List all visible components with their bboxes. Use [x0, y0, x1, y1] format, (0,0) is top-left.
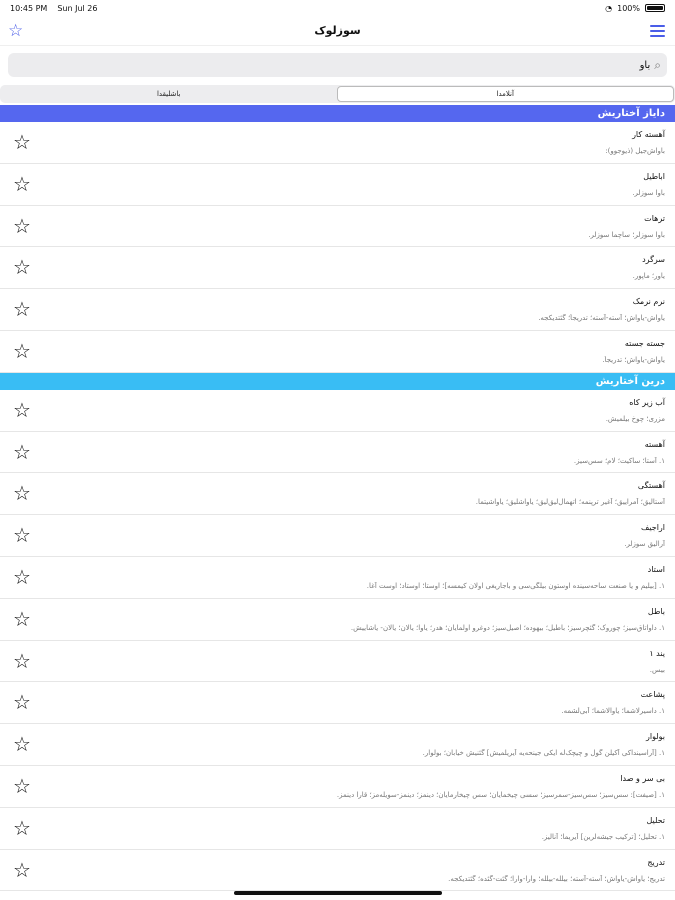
list-item[interactable] [0, 432, 675, 474]
home-indicator[interactable] [234, 891, 442, 895]
list-item[interactable] [0, 808, 675, 850]
entry-word: آب زیر کاه [629, 397, 665, 407]
star-icon[interactable]: ☆ [13, 130, 31, 154]
section-header-deep [0, 105, 675, 122]
entry-definition: ۱. [بیلیم و یا صنعت ساحه‌سینده اوستون بیلگی‌سی و باجاریغی اولان کیمسه]؛ اوستا؛ اوستاد؛ اوست آغا. [366, 581, 665, 590]
list-item[interactable] [0, 473, 675, 515]
list-deep [0, 122, 675, 373]
entry-word: نرم نرمک [632, 297, 665, 307]
menu-icon[interactable] [650, 25, 665, 37]
entry-definition: یاواش-یاواش؛ آسته-آسته؛ تدریجاً؛ گئتدیکجه. [538, 314, 665, 323]
entry-word: ترهات [644, 213, 665, 223]
entry-word: یند ۱ [649, 648, 665, 658]
star-icon[interactable]: ☆ [13, 606, 31, 631]
segment-starts-with-label: باشلیقدا [156, 90, 181, 98]
entry-definition: ۱. داسیرلاشما؛ یاوالاشما؛ آبی‌لشمه. [561, 707, 665, 716]
section-header-shallow [0, 373, 675, 390]
entry-word: اباطیل [643, 171, 665, 181]
entry-definition: ۱. تحلیل؛ [ترکیب جیشه‌لرین] آیریما؛ آنالیز. [541, 832, 665, 841]
search-icon: ⌕ [654, 57, 661, 72]
segment-meaning[interactable] [337, 86, 675, 102]
list-item[interactable] [0, 206, 675, 248]
star-icon[interactable]: ☆ [13, 564, 31, 589]
search-mode-segmented-control [0, 85, 675, 103]
section-title-deep: دایاز آختاریش [597, 108, 665, 119]
entry-word: تحلیل [646, 815, 665, 825]
segment-starts-with[interactable] [1, 86, 337, 102]
star-icon[interactable]: ☆ [13, 481, 31, 506]
entry-definition: ۱. آستا؛ ساکیت؛ لام؛ سس‌سیز. [573, 456, 665, 465]
battery-icon [645, 4, 665, 12]
entry-definition: یاور؛ ماپور. [632, 272, 665, 281]
wifi-icon: ◔ [605, 3, 613, 13]
entry-definition: ۱. [آراسیندا‌کی آکیلن گول و چیچک‌له ایکی جینحه‌یه آیریلمیش] گئنیش خیابان؛ بولوار. [422, 749, 665, 758]
list-item[interactable] [0, 599, 675, 641]
star-icon[interactable]: ☆ [13, 338, 31, 363]
favorites-star-icon[interactable]: ☆ [8, 21, 24, 41]
entry-definition: باواش‌جیل (ذیوجوو): [605, 147, 665, 155]
entry-definition: باوا سوزلر. [632, 188, 665, 197]
list-item[interactable] [0, 682, 675, 724]
star-icon[interactable]: ☆ [13, 732, 31, 757]
star-icon[interactable]: ☆ [13, 690, 31, 715]
entry-word: جسته جسته [624, 338, 665, 348]
entry-definition: ۱. داواتاق‌سیز؛ چوروک؛ گئچرسیز؛ باطیل؛ بیهوده؛ اصیل‌سیز؛ دوغرو اولمایان؛ هدر؛ یاوا؛ یالان؛ یالان- یاشاییش. [350, 623, 665, 632]
list-item[interactable] [0, 164, 675, 206]
list-item[interactable] [0, 289, 675, 331]
section-title-shallow: درین آختاریش [595, 375, 665, 387]
star-icon[interactable]: ☆ [13, 297, 31, 322]
star-icon[interactable]: ☆ [13, 439, 31, 464]
status-left [10, 4, 97, 13]
star-icon[interactable]: ☆ [13, 171, 31, 196]
entry-word: باطل [647, 606, 665, 616]
search-input[interactable] [14, 60, 650, 71]
status-right [605, 4, 665, 13]
entry-word: آهسته [644, 439, 665, 449]
list-item[interactable] [0, 850, 675, 892]
segment-meaning-label: آنلامدا [496, 90, 514, 98]
list-item[interactable] [0, 641, 675, 683]
star-icon[interactable]: ☆ [13, 523, 31, 548]
search-box[interactable] [8, 53, 667, 77]
status-date: Sun Jul 26 [57, 3, 98, 13]
page-title: سوزلوک [314, 24, 361, 37]
entry-word: اراجیف [641, 523, 665, 533]
entry-definition: مزری؛ چوخ بیلمیش. [605, 414, 665, 423]
list-shallow [0, 390, 675, 892]
star-icon[interactable]: ☆ [13, 648, 31, 673]
star-icon[interactable]: ☆ [13, 397, 31, 422]
entry-definition: آستالیق؛ آمراییق؛ آغیر ترپنمه؛ اتهمال‌لیق‌لیق؛ یاواشلیق؛ یاواشیتما. [475, 498, 665, 507]
status-bar [0, 0, 675, 16]
entry-word: آهسته کار [632, 130, 665, 139]
list-item[interactable] [0, 247, 675, 289]
entry-word: استاد [647, 564, 665, 574]
battery-percent: 100% [617, 3, 640, 13]
star-icon[interactable]: ☆ [13, 773, 31, 798]
list-item[interactable] [0, 724, 675, 766]
status-time: 10:45 PM [10, 3, 48, 13]
list-item[interactable] [0, 331, 675, 373]
list-item[interactable] [0, 390, 675, 432]
star-icon[interactable]: ☆ [13, 213, 31, 238]
list-item[interactable] [0, 515, 675, 557]
star-icon[interactable]: ☆ [13, 857, 31, 882]
list-item[interactable] [0, 122, 675, 164]
entry-word: آهستگی [637, 481, 665, 491]
entry-definition: بیس. [649, 665, 665, 674]
entry-word: بولوار [645, 732, 665, 742]
list-item[interactable] [0, 557, 675, 599]
list-item[interactable] [0, 766, 675, 808]
entry-definition: آرالیق سوزلر. [624, 540, 665, 549]
star-icon[interactable]: ☆ [13, 255, 31, 280]
entry-definition: تدریج؛ یاواش-یاواش؛ آسته-آسته؛ بیلله-بیلله؛ وارا-وارا؛ گئت-گئده؛ گئتدیکجه. [448, 874, 665, 883]
entry-word: پشاعت [640, 690, 665, 700]
nav-bar [0, 16, 675, 46]
entry-word: سرگرد [642, 255, 665, 265]
entry-word: بی سر و صدا [620, 773, 665, 783]
search-bar [0, 46, 675, 83]
entry-definition: باوا سوزلر؛ ساچما سوزلر. [588, 230, 665, 239]
entry-definition: ۱. [صیفت]: سس‌سیز؛ سس‌سیز-سمرسیز؛ سسی چیخمایان؛ سس چیخارمایان؛ دینمز؛ دینمز-سویله‌مز؛ قارا دینمز. [336, 790, 665, 799]
star-icon[interactable]: ☆ [13, 815, 31, 840]
entry-word: تدریج [647, 857, 665, 867]
entry-definition: یاواش-یاواش؛ تدریجاً. [602, 355, 665, 364]
